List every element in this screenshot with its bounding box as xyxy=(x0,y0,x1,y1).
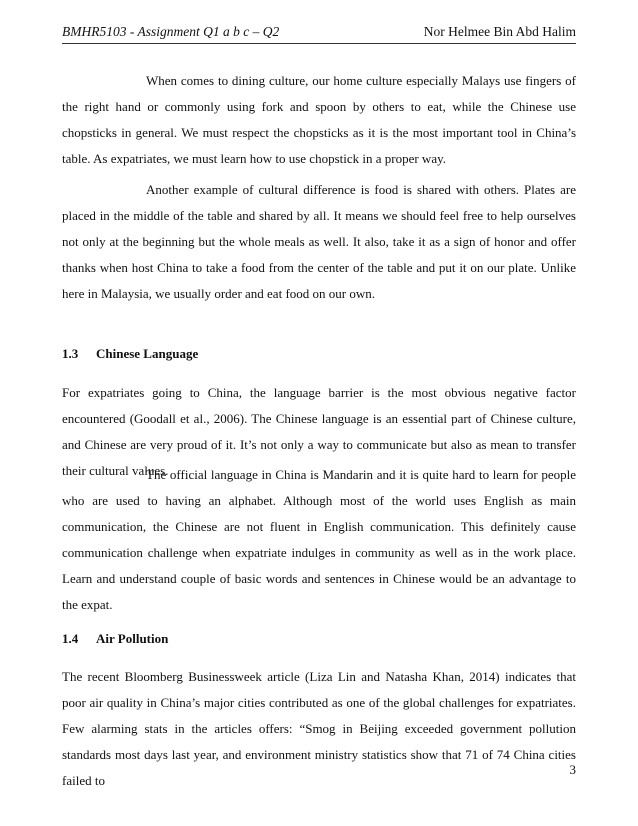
paragraph-language-barrier: For expatriates going to China, the language barrier is the most obvious negative factor encountered (Goodall et al., 2006). The Chinese language is an essential part of Chinese culture, and Chinese are very proud of it. It’s not only a way to communicate but also as mean to transfer their cultural values. xyxy=(62,385,576,478)
section-heading-chinese-language xyxy=(62,346,198,362)
header-author-name: Nor Helmee Bin Abd Halim xyxy=(423,24,576,39)
section-title: Chinese Language xyxy=(96,346,199,361)
page-header xyxy=(62,21,576,44)
section-heading-air-pollution xyxy=(62,631,168,647)
page-number: 3 xyxy=(569,762,576,777)
paragraph-dining-culture: When comes to dining culture, our home culture especially Malays use fingers of the right hand or commonly using fork and spoon by others to eat, while the Chinese use chopsticks in general. We must respect the chopsticks as it is the most important tool in China’s table. As expatriates, we must learn how to use chopstick in a proper way. xyxy=(62,73,576,166)
paragraph-mandarin: The official language in China is Mandarin and it is quite hard to learn for people who are used to having an alphabet. Although most of the world uses English as main communication, the Chinese are not fluent in English communication. This definitely cause communication challenge when expatriate indulges in community as well as in the work place. Learn and understand couple of basic words and sentences in Chinese would be an advantage to the expat. xyxy=(62,467,576,612)
section-title: Air Pollution xyxy=(96,631,169,646)
header-course-title: BMHR5103 - Assignment Q1 a b c – Q2 xyxy=(62,24,280,39)
paragraph-food-sharing: Another example of cultural difference is food is shared with others. Plates are placed in the middle of the table and shared by all. It means we should feel free to help ourselves not only at the beginning but the whole meals as well. It also, take it as a sign of honor and offer thanks when host China to take a food from the center of the table and put it on our plate. Unlike here in Malaysia, we usually order and eat food on our own. xyxy=(62,182,576,301)
paragraph-air-quality: The recent Bloomberg Businessweek article (Liza Lin and Natasha Khan, 2014) indicates that poor air quality in China’s major cities contributed as one of the global challenges for expatriates. Few alarming stats in the articles offers: “Smog in Beijing exceeded government pollution standards most days last year, and environment ministry statistics show that 71 of 74 China cities failed to xyxy=(62,669,576,788)
section-number: 1.4 xyxy=(62,631,79,646)
section-number: 1.3 xyxy=(62,346,79,361)
